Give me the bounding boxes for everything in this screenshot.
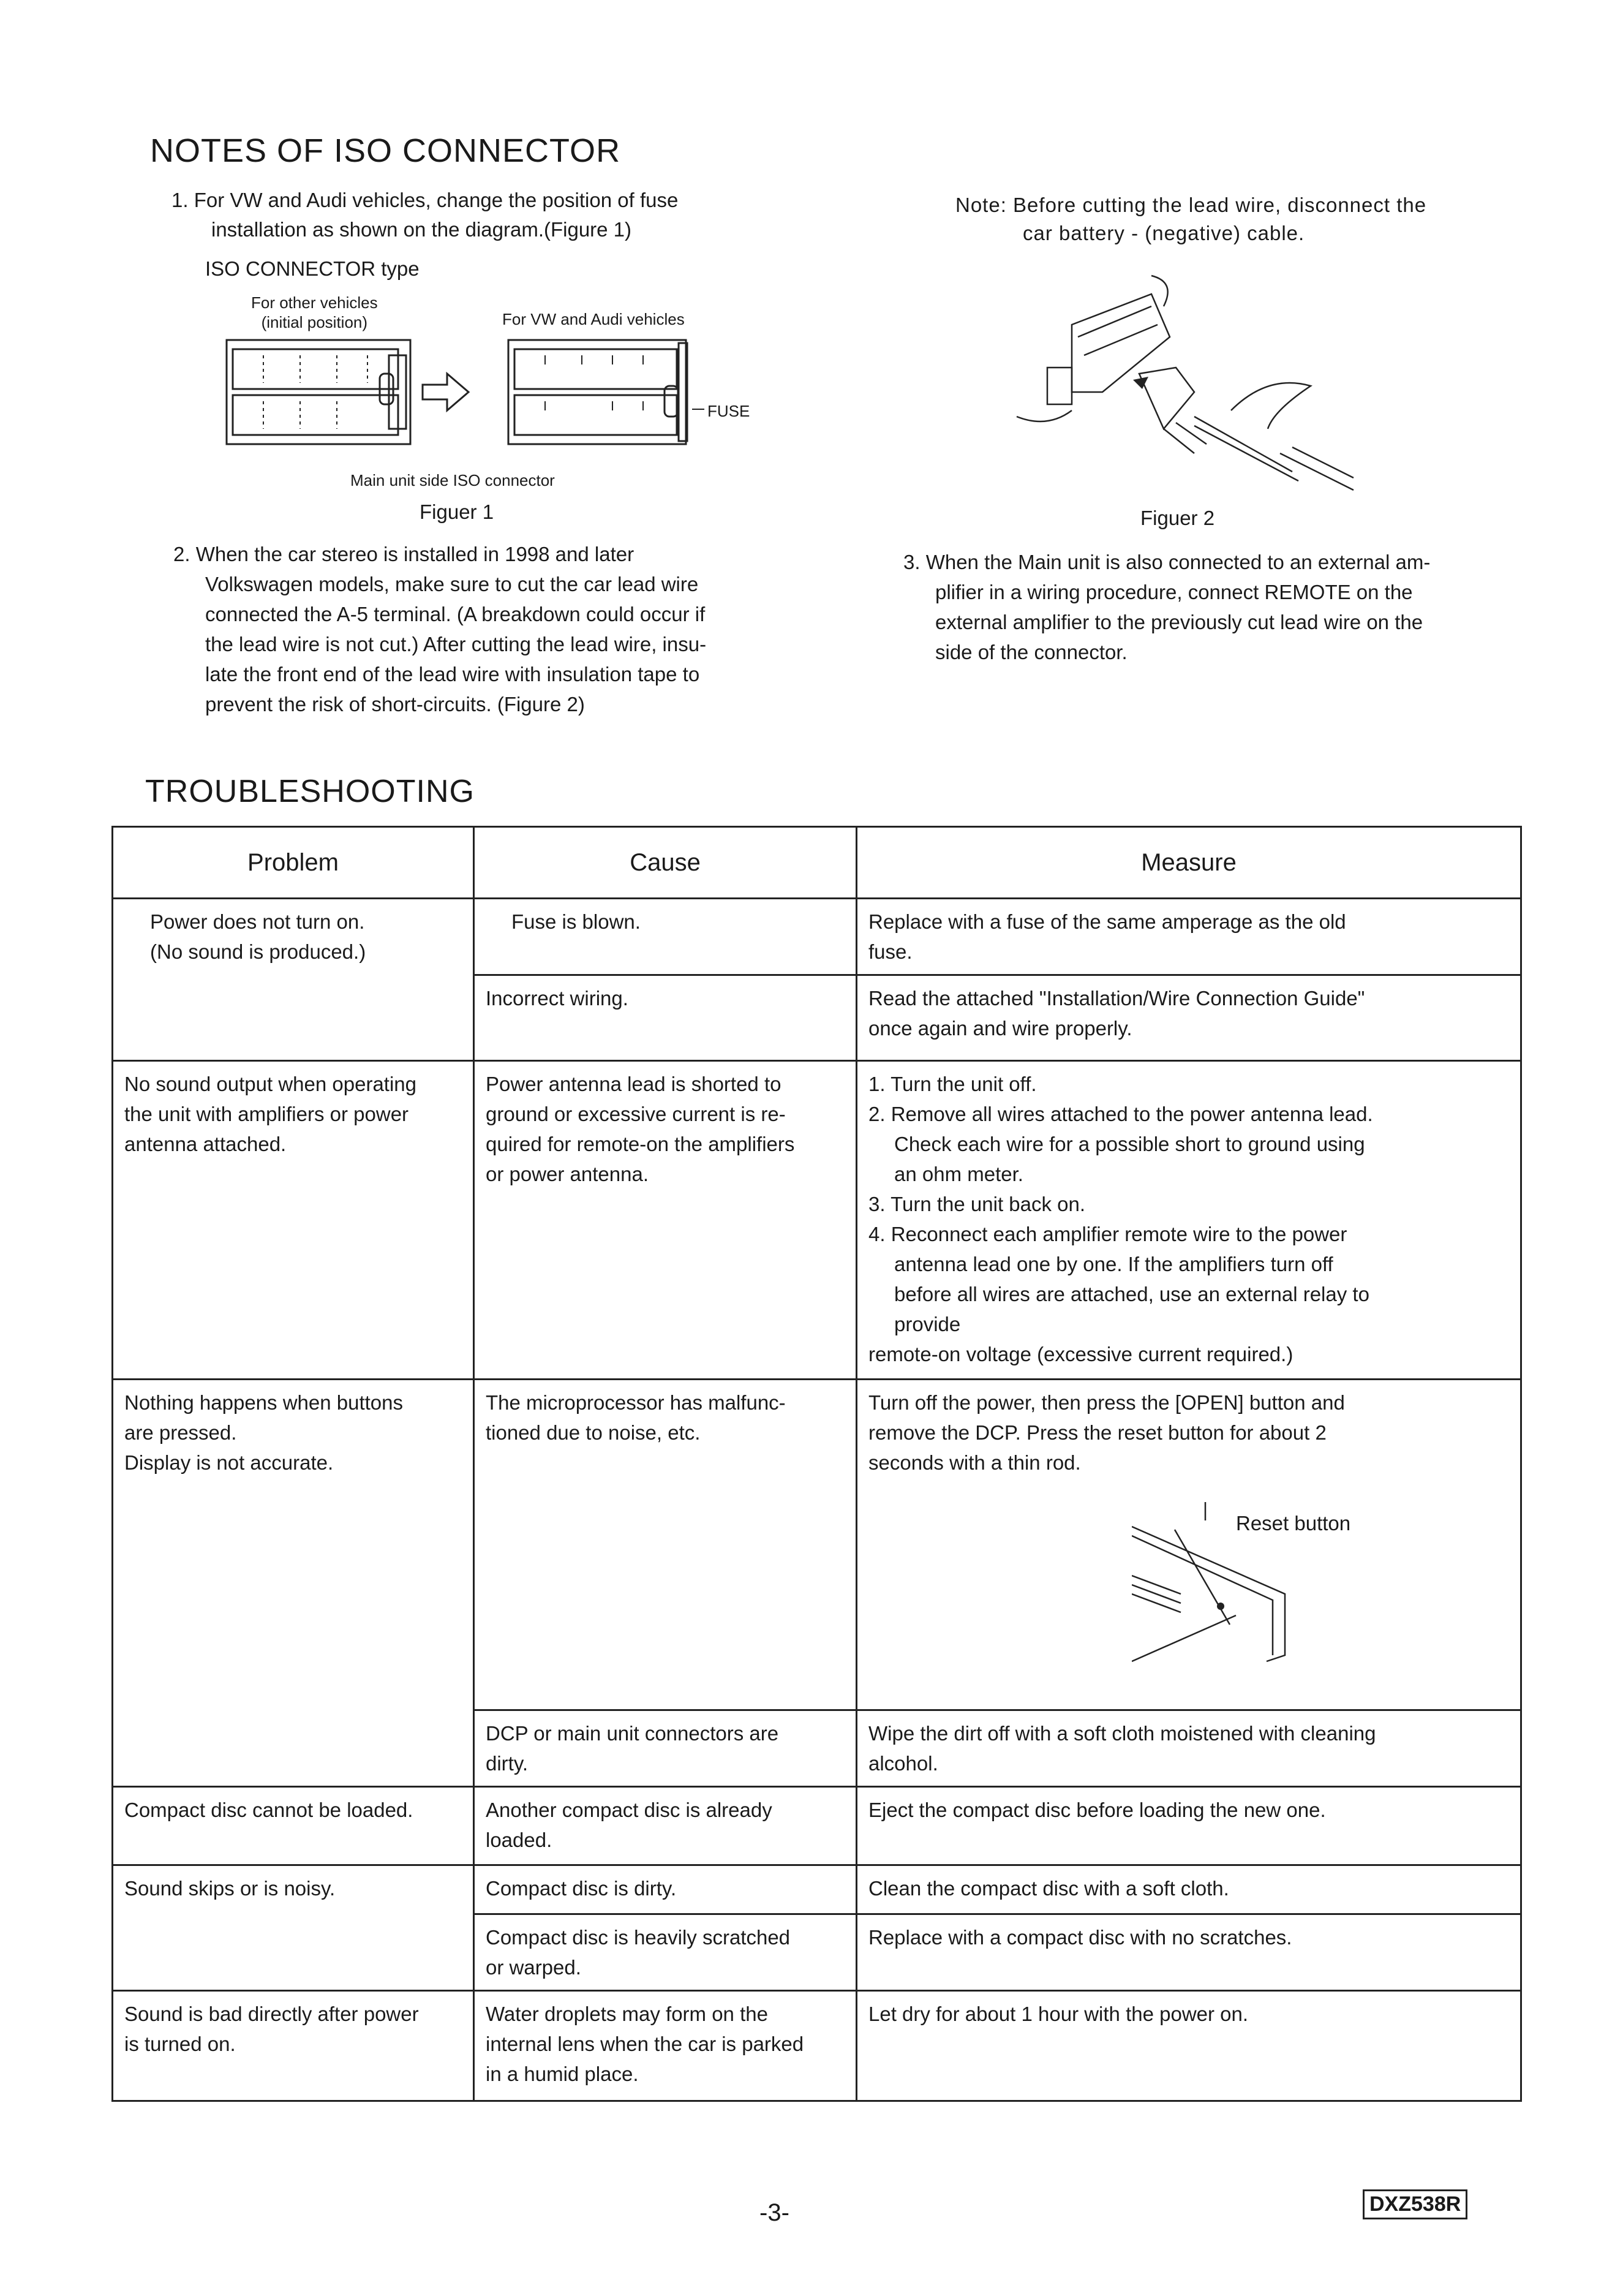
table-row	[113, 1380, 1521, 1710]
table-row	[113, 899, 1521, 975]
connector-initial-position	[227, 340, 410, 444]
cause-cell: DCP or main unit connectors are dirty.	[474, 1710, 857, 1787]
iso-item2: 2. When the car stereo is installed in 1998 and later Volkswagen models, make sure to cut the car lead wire connected the A-5 terminal. (A breakdown could occur if the lead wire is not cut.) After cutting the lead wire, insu- late the front end of the lead wire with insulation tape to prevent the risk of short-circuits. (Figure 2)	[173, 543, 707, 716]
iso-item1-line1: 1. For VW and Audi vehicles, change the position of fuse	[171, 189, 679, 211]
table-row	[113, 1865, 1521, 1914]
note-line2: car battery - (negative) cable.	[1023, 222, 1305, 244]
iso-section-title: NOTES OF ISO CONNECTOR	[150, 132, 621, 169]
table-header-row	[113, 827, 1521, 899]
fuse-label: FUSE	[707, 402, 750, 420]
model-code-badge: DXZ538R	[1363, 2189, 1467, 2219]
header-measure: Measure	[857, 827, 1521, 899]
problem-cell: Nothing happens when buttons are pressed. Display is not accurate.	[113, 1380, 474, 1787]
main-unit-connector-label: Main unit side ISO connector	[350, 471, 555, 489]
table-row	[113, 1787, 1521, 1865]
iso-item3: 3. When the Main unit is also connected to an external am- plifier in a wiring procedure, connect REMOTE on the external amplifier to the previously cut lead wire on the side of the connector.	[903, 551, 1431, 663]
troubleshooting-title: TROUBLESHOOTING	[145, 774, 475, 809]
cause-cell: Compact disc is heavily scratched or warped.	[474, 1914, 857, 1991]
cause-cell: Another compact disc is already loaded.	[474, 1787, 857, 1865]
measure-cell: Eject the compact disc before loading the new one.	[857, 1787, 1521, 1865]
cause-cell: Compact disc is dirty.	[474, 1865, 857, 1914]
measure-cell: Read the attached "Installation/Wire Connection Guide" once again and wire properly.	[857, 975, 1521, 1061]
table-row	[113, 1991, 1521, 2101]
measure-cell: Wipe the dirt off with a soft cloth moistened with cleaning alcohol.	[857, 1710, 1521, 1787]
problem-cell: No sound output when operating the unit with amplifiers or power antenna attached.	[113, 1061, 474, 1380]
arrow-right-icon	[423, 374, 469, 410]
iso-item1-line2: installation as shown on the diagram.(Figure 1)	[211, 218, 632, 241]
figure2-caption: Figuer 2	[1140, 507, 1215, 529]
note-line1: Note: Before cutting the lead wire, disconnect the	[955, 194, 1427, 216]
cause-cell: Fuse is blown.	[474, 899, 857, 975]
measure-cell: Replace with a fuse of the same amperage as the old fuse.	[857, 899, 1521, 975]
other-vehicles-label: For other vehicles (initial position)	[251, 293, 378, 331]
measure-cell: Let dry for about 1 hour with the power on.	[857, 1991, 1521, 2101]
problem-cell: Power does not turn on. (No sound is produced.)	[113, 899, 474, 1061]
page-number: -3-	[759, 2199, 789, 2226]
cause-cell: The microprocessor has malfunc- tioned due to noise, etc.	[474, 1380, 857, 1710]
cause-cell: Power antenna lead is shorted to ground or excessive current is re- quired for remote-on the amplifiers or power antenna.	[474, 1061, 857, 1380]
problem-cell: Sound is bad directly after power is turned on.	[113, 1991, 474, 2101]
table-row	[113, 1061, 1521, 1380]
cause-cell: Water droplets may form on the internal lens when the car is parked in a humid place.	[474, 1991, 857, 2101]
measure-cell: 1. Turn the unit off. 2. Remove all wires attached to the power antenna lead. Check each wire for a possible short to ground using an ohm meter. 3. Turn the unit back on. 4. Reconnect each amplifier remote wire to the power antenna lead one by one. If the amplifiers turn off before all wires are attached, use an external relay to provide remote-on voltage (excessive current required.)	[857, 1061, 1521, 1380]
measure-cell: Clean the compact disc with a soft cloth.	[857, 1865, 1521, 1914]
vw-audi-label: For VW and Audi vehicles	[502, 310, 685, 328]
header-problem: Problem	[113, 827, 474, 899]
problem-cell: Sound skips or is noisy.	[113, 1865, 474, 1991]
connector-vw-audi-position	[508, 340, 704, 444]
measure-cell: Replace with a compact disc with no scratches.	[857, 1914, 1521, 1991]
measure-cell: Turn off the power, then press the [OPEN] button and remove the DCP. Press the reset button for about 2 seconds with a thin rod. Reset button	[857, 1380, 1521, 1710]
cause-cell: Incorrect wiring.	[474, 975, 857, 1061]
iso-connector-diagram	[220, 331, 772, 453]
figure2-wire-cut-illustration	[1011, 270, 1360, 515]
troubleshooting-table	[111, 826, 1522, 2102]
iso-connector-type-label: ISO CONNECTOR type	[205, 257, 420, 280]
header-cause: Cause	[474, 827, 857, 899]
reset-button-label: Reset button	[1236, 1512, 1351, 1535]
figure1-caption: Figuer 1	[420, 500, 494, 523]
problem-cell: Compact disc cannot be loaded.	[113, 1787, 474, 1865]
